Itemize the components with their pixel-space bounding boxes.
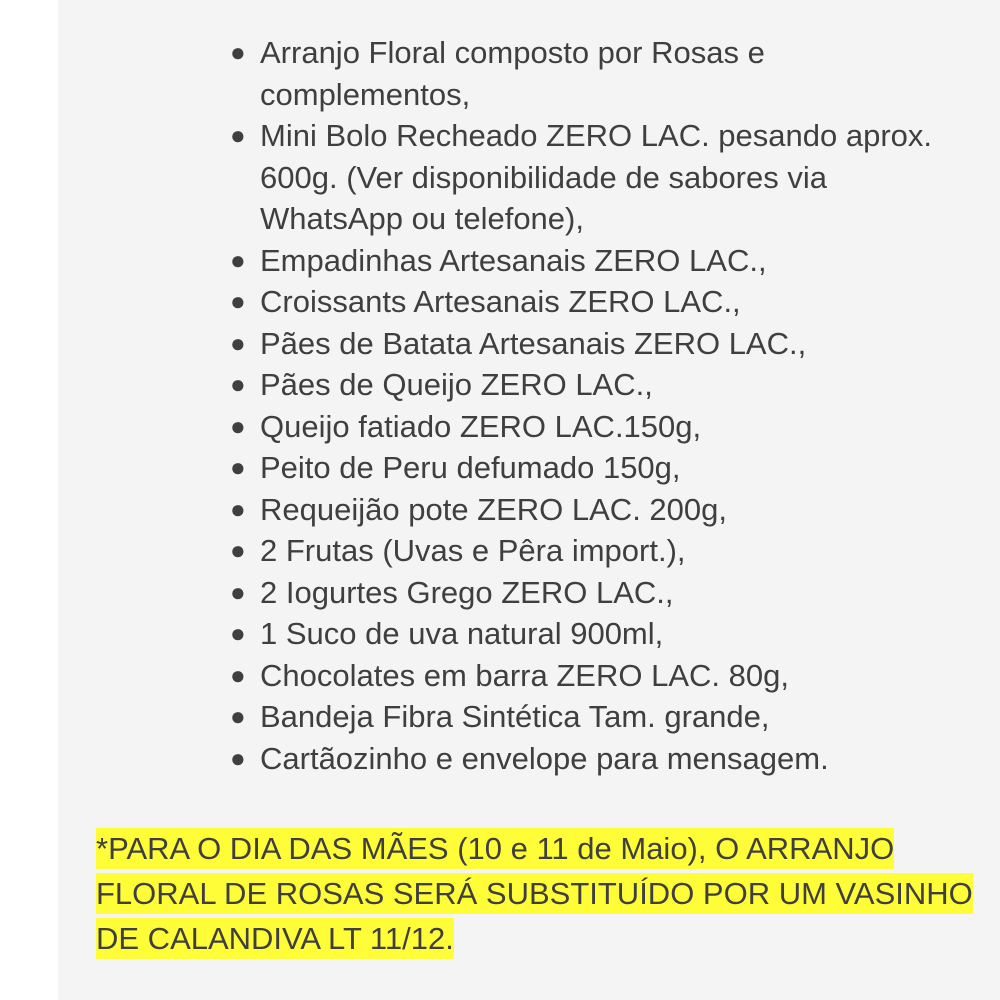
- bullet-icon: ●: [230, 37, 246, 67]
- list-item: [58, 115, 960, 240]
- list-item: [58, 240, 960, 282]
- item-text: Peito de Peru defumado 150g,: [260, 450, 681, 485]
- item-text: Bandeja Fibra Sintética Tam. grande,: [260, 699, 770, 734]
- list-item: [58, 530, 960, 572]
- mothers-day-note: [96, 826, 976, 961]
- list-item: [58, 323, 960, 365]
- bullet-icon: ●: [230, 286, 246, 316]
- bullet-icon: ●: [230, 659, 246, 690]
- item-text: Arranjo Floral composto por Rosas e complementos,: [260, 35, 765, 112]
- bullet-icon: ●: [230, 742, 246, 773]
- bullet-icon: ●: [230, 244, 246, 275]
- bullet-icon: ●: [230, 327, 246, 358]
- item-text: Pães de Batata Artesanais ZERO LAC.,: [260, 325, 807, 361]
- list-item: [58, 738, 960, 780]
- item-text: 2 Iogurtes Grego ZERO LAC.,: [260, 574, 674, 610]
- bullet-icon: ●: [230, 369, 246, 399]
- item-text: Pães de Queijo ZERO LAC.,: [260, 367, 653, 402]
- list-item: [58, 655, 960, 697]
- bullet-icon: ●: [230, 410, 246, 441]
- bullet-icon: ●: [230, 701, 246, 731]
- item-text: Cartãozinho e envelope para mensagem.: [260, 740, 829, 776]
- list-item: [58, 406, 960, 448]
- item-text: Mini Bolo Recheado ZERO LAC. pesando aprox. 600g. (Ver disponibilidade de sabores via WhatsApp ou telefone),: [260, 118, 933, 236]
- item-text: Chocolates em barra ZERO LAC. 80g,: [260, 657, 789, 693]
- list-item: [58, 32, 960, 115]
- item-text: Requeijão pote ZERO LAC. 200g,: [260, 491, 727, 527]
- bullet-icon: ●: [230, 493, 246, 524]
- item-text: Croissants Artesanais ZERO LAC.,: [260, 284, 741, 319]
- content-panel: [58, 0, 1000, 1000]
- list-item: [58, 613, 960, 655]
- list-item: [58, 364, 960, 406]
- bullet-icon: ●: [230, 535, 246, 565]
- bullet-icon: ●: [230, 618, 246, 648]
- list-item: [58, 489, 960, 531]
- item-text: 2 Frutas (Uvas e Pêra import.),: [260, 533, 686, 568]
- item-text: Empadinhas Artesanais ZERO LAC.,: [260, 242, 767, 278]
- list-item: [58, 572, 960, 614]
- list-item: [58, 281, 960, 323]
- item-text: 1 Suco de uva natural 900ml,: [260, 616, 664, 651]
- list-item: [58, 696, 960, 738]
- highlighted-note-text: *PARA O DIA DAS MÃES (10 e 11 de Maio), O ARRANJO FLORAL DE ROSAS SERÁ SUBSTITUÍDO POR UM VASINHO DE CALANDIVA LT 11/12.: [96, 828, 973, 959]
- bullet-icon: ●: [230, 452, 246, 482]
- item-text: Queijo fatiado ZERO LAC.150g,: [260, 408, 702, 444]
- list-item: [58, 447, 960, 489]
- bullet-icon: ●: [230, 120, 246, 150]
- bullet-icon: ●: [230, 576, 246, 607]
- product-item-list: [58, 32, 960, 779]
